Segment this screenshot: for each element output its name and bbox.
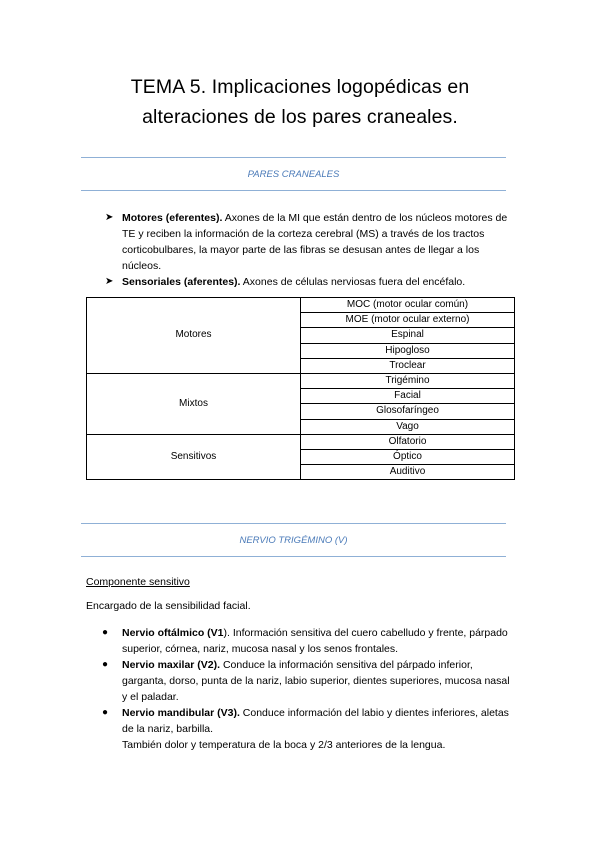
nerve-cell: Espinal [301,328,515,343]
arrow-bullet-icon: ➤ [105,212,114,223]
group-cell: Motores [87,298,301,374]
table-row [87,298,515,313]
list-item-term: Motores (eferentes). [122,212,223,224]
list-item [105,274,515,290]
list-item [100,705,510,753]
nerve-cell: Óptico [301,449,515,464]
section-rule-top [81,157,506,158]
table-row [87,373,515,388]
table-row [87,434,515,449]
bullet-icon: ● [102,627,109,638]
section-rule-bottom [81,556,506,557]
list-item-term: Nervio maxilar (V2). [122,659,221,671]
nerve-cell: Glosofaríngeo [301,404,515,419]
list-item [100,625,510,657]
bullet-icon: ● [102,659,109,670]
nerve-cell: Facial [301,389,515,404]
nerve-cell: Auditivo [301,465,515,480]
nerve-cell: Olfatorio [301,434,515,449]
list-item [105,210,515,274]
list-item-text: Conduce información del labio y dientes inferiores, aletas de la nariz, barbilla. [122,707,509,735]
list-item-text: Conduce la información sensitiva del párpado inferior, garganta, dorso, punta de la nariz, labio superior, dientes superiores, mucosa nasal y el paladar. [122,659,510,703]
title-line-1: TEMA 5. Implicaciones logopédicas en [130,76,470,98]
list-item-continuation: También dolor y temperatura de la boca y 2/3 anteriores de la lengua. [122,739,446,751]
section-rule-top [81,523,506,524]
arrow-bullet-icon: ➤ [105,276,114,287]
nerve-cell: Vago [301,419,515,434]
list-item-term: Nervio mandibular (V3). [122,707,240,719]
list-item-term: Nervio oftálmico (V1 [122,627,224,639]
list-item-text: ). Información sensitiva del cuero cabelludo y frente, párpado superior, córnea, nariz, mucosa nasal y los senos frontales. [122,627,508,655]
group-cell: Mixtos [87,373,301,434]
trigeminal-branches-list [100,625,510,753]
page-title [60,72,540,132]
list-item-text: Axones de células nerviosas fuera del encéfalo. [240,276,466,288]
nerve-cell: Hipogloso [301,343,515,358]
paragraph: Encargado de la sensibilidad facial. [86,600,251,612]
list-item-text: Axones de la MI que están dentro de los núcleos motores de TE y reciben la información de la corteza cerebral (MS) a través de los tractos corticobulbares, la mayor parte de las fibras se desusan antes de llegar a los núcleos. [122,212,508,272]
section-heading-pares-craneales: PARES CRANEALES [247,169,340,180]
bullet-icon: ● [102,707,109,718]
nerve-cell: Trigémino [301,373,515,388]
nerve-cell: MOE (motor ocular externo) [301,313,515,328]
nerve-cell: Troclear [301,358,515,373]
section-rule-bottom [81,190,506,191]
list-item-term: Sensoriales (aferentes). [122,276,241,288]
cranial-nerves-table [86,297,515,480]
group-cell: Sensitivos [87,434,301,480]
title-line-2: alteraciones de los pares craneales. [142,106,458,128]
nerve-type-list [105,210,515,290]
nerve-cell: MOC (motor ocular común) [301,298,515,313]
list-item [100,657,510,705]
subsection-heading: Componente sensitivo [86,576,190,588]
section-heading-trigemino: NERVIO TRIGÉMINO (V) [239,535,348,546]
